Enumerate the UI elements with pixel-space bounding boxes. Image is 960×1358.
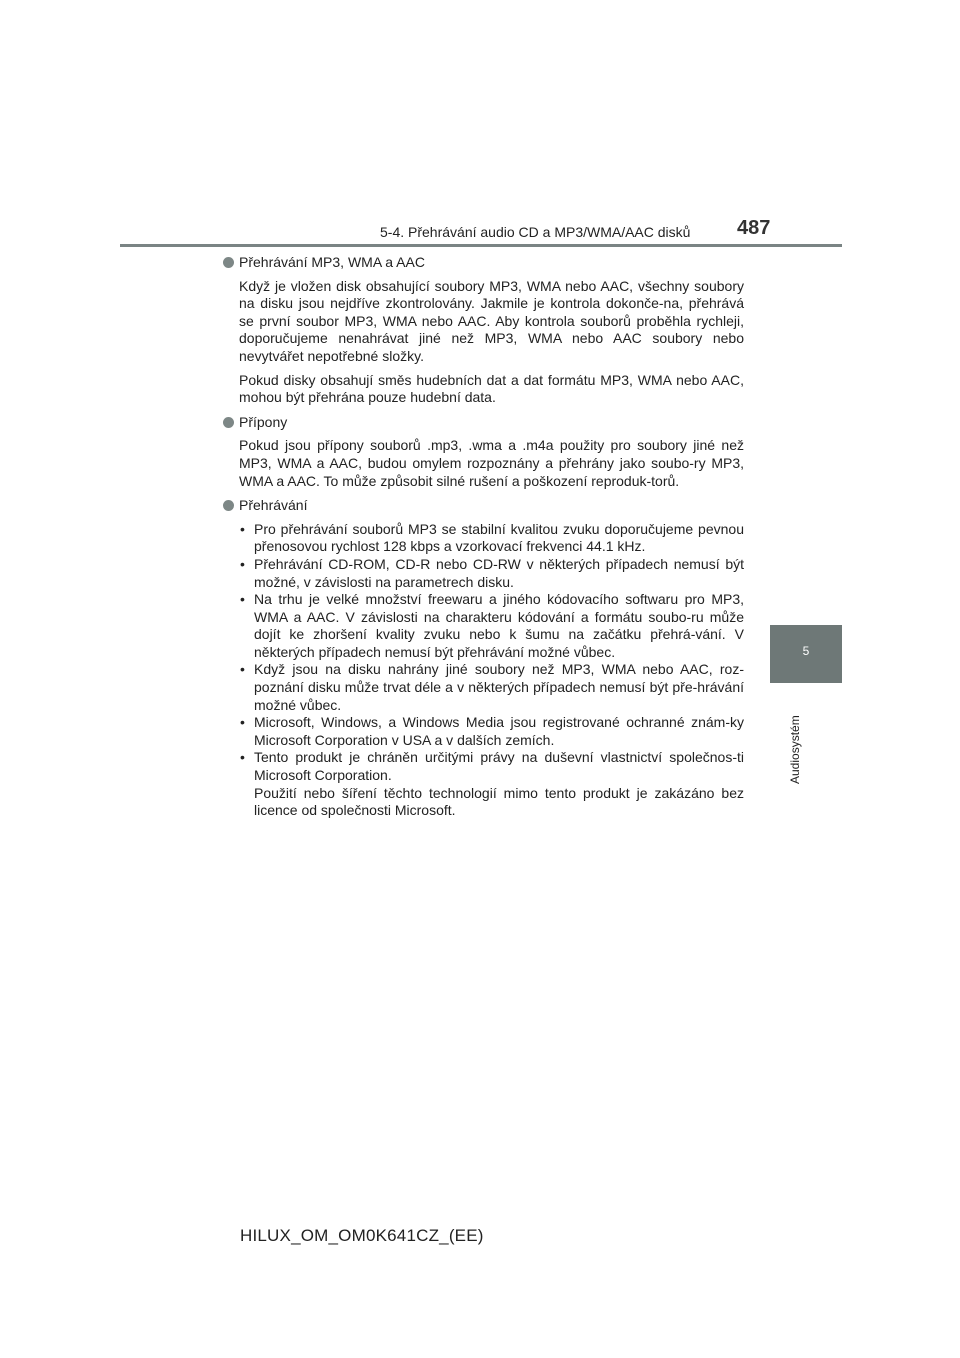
page-number: 487 bbox=[737, 217, 771, 239]
section-playback bbox=[222, 497, 744, 820]
bullet-dot-icon bbox=[223, 257, 234, 268]
section-heading bbox=[222, 497, 744, 515]
section-heading bbox=[222, 254, 744, 272]
paragraph: Pokud disky obsahují směs hudebních dat a dat formátu MP3, WMA nebo AAC, mohou být přehrána pouze hudební data. bbox=[239, 371, 744, 406]
section-extensions bbox=[222, 414, 744, 490]
chapter-tab bbox=[770, 625, 842, 683]
bullet-list bbox=[222, 521, 744, 820]
list-item-text: Použití nebo šíření těchto technologií mimo tento produkt je zakázáno bez licence od společnosti Microsoft. bbox=[254, 784, 744, 819]
section-heading-text: Přehrávání bbox=[239, 497, 308, 514]
list-item: • Přehrávání CD-ROM, CD-R nebo CD-RW v některých případech nemusí být možné, v závislosti na parametrech disku. bbox=[239, 556, 744, 591]
chapter-label: Audiosystém bbox=[788, 715, 802, 784]
chapter-number: 5 bbox=[802, 644, 810, 658]
paragraph: Když je vložen disk obsahující soubory MP3, WMA nebo AAC, všechny soubory na disku jsou nejdříve zkontrolovány. Jakmile je kontrola dokonče-na, přehrává se první soubor MP3, WMA nebo AAC. Aby kontrola souborů proběhla rychleji, doporučujeme nenahrávat jiné než MP3, WMA nebo AAC soubory nebo nevytvářet nepotřebné složky. bbox=[239, 277, 744, 364]
list-item bbox=[239, 749, 744, 819]
list-item: • Microsoft, Windows, a Windows Media jsou registrované ochranné znám-ky Microsoft Corporation v USA a v dalších zemích. bbox=[239, 714, 744, 749]
section-heading-text: Přehrávání MP3, WMA a AAC bbox=[239, 254, 425, 270]
bullet-dot-icon bbox=[223, 417, 234, 428]
document-code: HILUX_OM_OM0K641CZ_(EE) bbox=[240, 1226, 484, 1245]
section-heading-text: Přípony bbox=[239, 413, 288, 430]
list-item: • Když jsou na disku nahrány jiné soubory než MP3, WMA nebo AAC, roz-poznání disku může trvat déle a v některých případech nemusí být pře-hrávání možné vůbec. bbox=[239, 661, 744, 714]
section-heading bbox=[222, 414, 744, 432]
page-content bbox=[222, 254, 744, 827]
list-item-text: • Tento produkt je chráněn určitými právy na duševní vlastnictví společnos-ti Microsoft Corporation. bbox=[254, 749, 744, 784]
list-item: • Na trhu je velké množství freewaru a jiného kódovacího softwaru pro MP3, WMA a AAC. V závislosti na charakteru kódování a formátu soubo-ru může dojít ke zhoršení kvality zvuku nebo k šumu na začátku přehrá-vání. V některých případech nemusí být přehrávání možné vůbec. bbox=[239, 591, 744, 661]
list-item: • Pro přehrávání souborů MP3 se stabilní kvalitou zvuku doporučujeme pevnou přenosovou rychlost 128 kbps a vzorkovací frekvenci 44.1 kHz. bbox=[239, 521, 744, 556]
header-section-title: 5-4. Přehrávání audio CD a MP3/WMA/AAC disků bbox=[380, 224, 691, 240]
header-divider bbox=[120, 244, 842, 247]
paragraph: Pokud jsou přípony souborů .mp3, .wma a .m4a použity pro soubory jiné než MP3, WMA a AAC, budou omylem rozpoznány a přehrány jako soubo-ry MP3, WMA a AAC. To může způsobit silné rušení a poškození reproduk-torů. bbox=[239, 437, 744, 489]
bullet-dot-icon bbox=[223, 500, 234, 511]
section-mp3-playback bbox=[222, 254, 744, 407]
